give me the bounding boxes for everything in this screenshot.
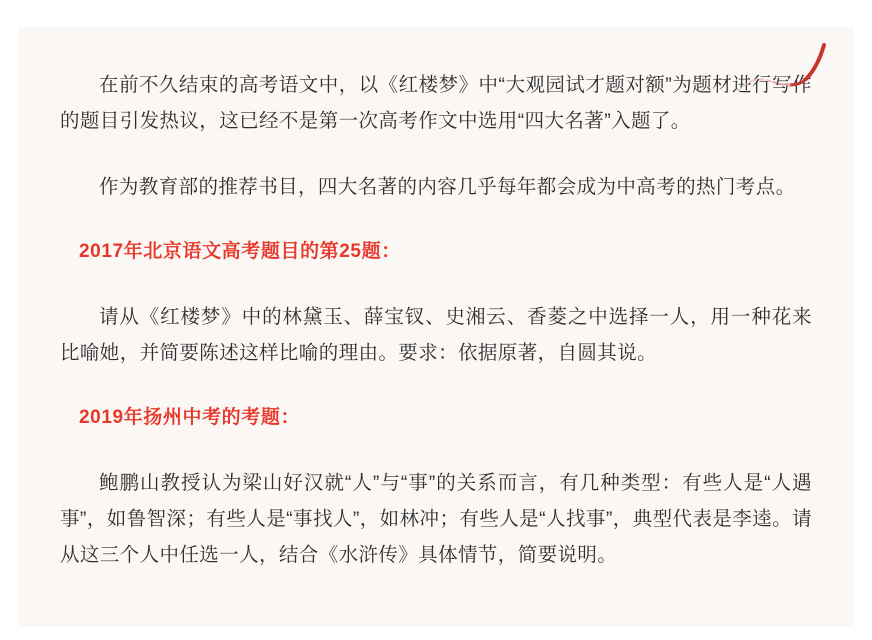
paragraph-2017-question: 请从《红楼梦》中的林黛玉、薛宝钗、史湘云、香菱之中选择一人，用一种花来比喻她，并简要陈述这样比喻的理由。要求：依据原著，自圆其说。 [60,306,812,364]
heading-2019-yangzhou: 2019年扬州中考的考题： [79,407,301,428]
paragraph-recommendation: 作为教育部的推荐书目，四大名著的内容几乎每年都会成为中高考的热门考点。 [99,176,796,198]
heading-2017-beijing: 2017年北京语文高考题目的第25题： [79,241,401,262]
paragraph-intro: 在前不久结束的高考语文中，以《红楼梦》中“大观园试才题对额”为题材进行写作的题目引发热议，这已经不是第一次高考作文中选用“四大名著”入题了。 [60,74,812,132]
paragraph-2019-question: 鲍鹏山教授认为梁山好汉就“人”与“事”的关系而言，有几种类型：有些人是“人遇事”，如鲁智深；有些人是“事找人”，如林冲；有些人是“人找事”，典型代表是李逵。请从这三个人中任选一人，结合《水浒传》具体情节，简要说明。 [60,472,812,566]
article-card [18,27,854,627]
